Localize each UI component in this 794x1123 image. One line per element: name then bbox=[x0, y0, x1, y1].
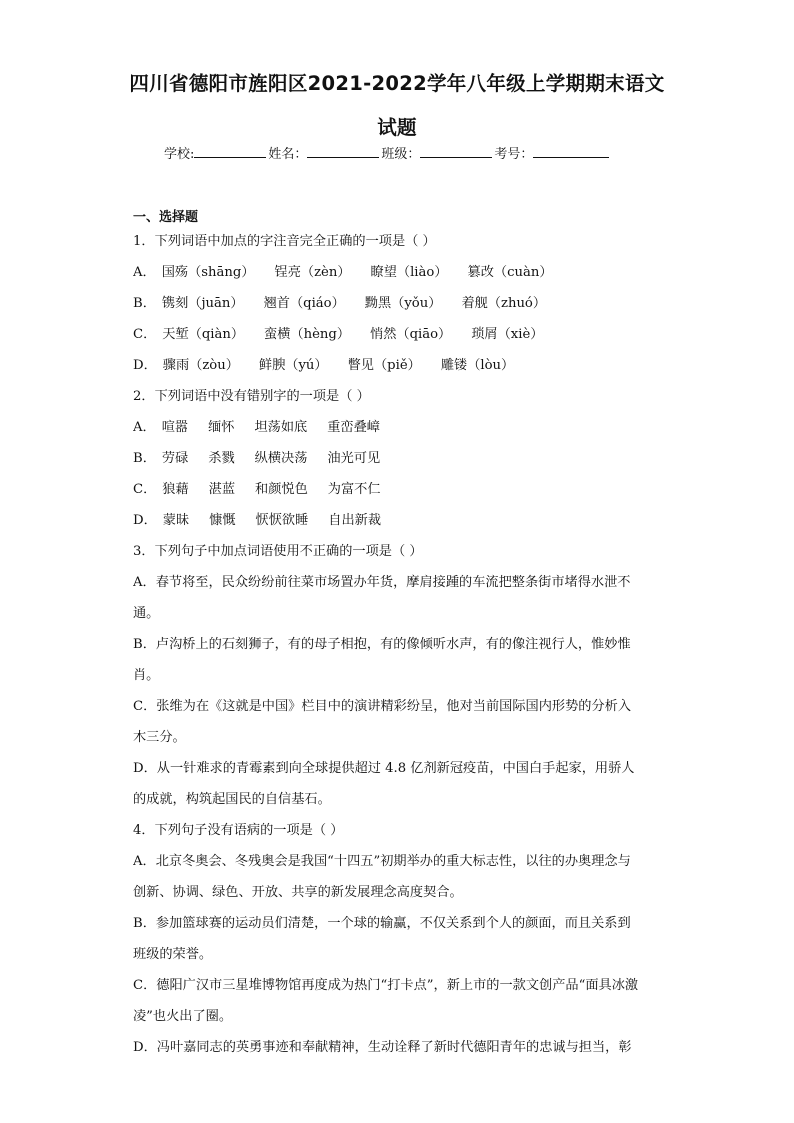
option-letter: A． bbox=[133, 420, 156, 435]
option-letter: C． bbox=[133, 327, 157, 342]
option-word: 国殇（shāng） bbox=[161, 265, 255, 280]
question-3-option-b[interactable]: B．卢沟桥上的石刻狮子，有的母子相抱，有的像倾听水声，有的像注视行人，惟妙惟 bbox=[133, 637, 631, 652]
question-3-option-c[interactable]: C．张维为在《这就是中国》栏目中的演讲精彩纷呈，他对当前国际国内形势的分析入 bbox=[133, 699, 632, 714]
option-word: 纵横决荡 bbox=[254, 451, 308, 466]
question-4-option-a-cont: 创新、协调、绿色、开放、共享的新发展理念高度契合。 bbox=[133, 885, 463, 900]
question-4-option-c-cont: 凌”也火出了圈。 bbox=[133, 1009, 233, 1024]
option-letter: D． bbox=[133, 358, 157, 373]
option-word: 镌刻（juān） bbox=[161, 296, 244, 311]
exam-title-line-1: 四川省德阳市旌阳区2021-2022学年八年级上学期期末语文 bbox=[129, 72, 665, 95]
exam-title-line-2: 试题 bbox=[377, 116, 417, 139]
number-label: 考号： bbox=[494, 147, 534, 162]
option-letter: C． bbox=[133, 482, 157, 497]
option-letter: B． bbox=[133, 451, 156, 466]
option-word: 杀戮 bbox=[208, 451, 235, 466]
question-3-option-a-cont: 通。 bbox=[133, 606, 160, 621]
name-blank[interactable] bbox=[307, 145, 379, 158]
option-word: 黝黑（yǒu） bbox=[364, 296, 442, 311]
option-word: 天堑（qiàn） bbox=[162, 327, 245, 342]
option-letter: B． bbox=[133, 296, 156, 311]
question-2-option-d[interactable] bbox=[133, 511, 663, 542]
class-blank[interactable] bbox=[420, 145, 492, 158]
section-title: 一、选择题 bbox=[133, 210, 199, 225]
question-2-option-a[interactable] bbox=[133, 418, 663, 449]
school-label: 学校: bbox=[164, 147, 195, 162]
option-word: 蛮横（hèng） bbox=[264, 327, 351, 342]
option-word: 劳碌 bbox=[161, 451, 189, 466]
question-1-option-c[interactable] bbox=[133, 325, 663, 356]
option-word: 锃亮（zèn） bbox=[274, 265, 351, 280]
question-1-option-b[interactable] bbox=[133, 294, 663, 325]
student-info-line bbox=[164, 143, 611, 162]
name-label: 姓名： bbox=[268, 147, 308, 162]
option-word: 翘首（qiáo） bbox=[263, 296, 345, 311]
option-word: 重峦叠嶂 bbox=[327, 420, 380, 435]
option-word: 为富不仁 bbox=[327, 482, 381, 497]
option-word: 自出新裁 bbox=[328, 513, 382, 528]
question-2-option-b[interactable] bbox=[133, 449, 663, 480]
option-word: 坦荡如底 bbox=[254, 420, 308, 435]
question-3-stem: 3．下列句子中加点词语使用不正确的一项是（ ） bbox=[133, 544, 423, 559]
question-4-option-b-cont: 班级的荣誉。 bbox=[133, 947, 213, 962]
option-word: 蒙昧 bbox=[162, 513, 190, 528]
question-1-stem: 1．下列词语中加点的字注音完全正确的一项是（ ） bbox=[133, 234, 436, 249]
question-4-option-c[interactable]: C．德阳广汉市三星堆博物馆再度成为热门“打卡点”，新上市的一款文创产品“面具冰激 bbox=[133, 978, 639, 993]
question-4-option-a[interactable]: A．北京冬奥会、冬残奥会是我国“十四五”初期举办的重大标志性，以往的办奥理念与 bbox=[133, 854, 631, 869]
questions-container bbox=[133, 232, 663, 1069]
question-3-option-b-cont: 肖。 bbox=[133, 668, 160, 683]
question-4-option-d[interactable]: D．冯叶嘉同志的英勇事迹和奉献精神，生动诠释了新时代德阳青年的忠诚与担当，彰 bbox=[133, 1040, 632, 1055]
option-letter: D． bbox=[133, 513, 157, 528]
question-3-option-d-cont: 的成就，构筑起国民的自信基石。 bbox=[133, 792, 331, 807]
option-word: 琐屑（xiè） bbox=[471, 327, 544, 342]
question-3-option-c-cont: 木三分。 bbox=[133, 730, 186, 745]
question-2-option-c[interactable] bbox=[133, 480, 663, 511]
question-4-option-b[interactable]: B．参加篮球赛的运动员们清楚，一个球的输赢，不仅关系到个人的颜面，而且关系到 bbox=[133, 916, 631, 931]
question-1-option-d[interactable] bbox=[133, 356, 663, 387]
option-word: 和颜悦色 bbox=[255, 482, 308, 497]
option-word: 篡改（cuàn） bbox=[467, 265, 553, 280]
question-2-stem: 2．下列词语中没有错别字的一项是（ ） bbox=[133, 389, 370, 404]
option-word: 缅怀 bbox=[208, 420, 235, 435]
option-word: 慷慨 bbox=[209, 513, 236, 528]
option-word: 鲜腴（yú） bbox=[258, 358, 328, 373]
option-word: 骤雨（zòu） bbox=[162, 358, 239, 373]
option-word: 狼藉 bbox=[162, 482, 189, 497]
option-word: 雕镂（lòu） bbox=[440, 358, 515, 373]
option-word: 瞥见（piě） bbox=[347, 358, 421, 373]
option-word: 油光可见 bbox=[327, 451, 381, 466]
option-word: 悄然（qiāo） bbox=[370, 327, 452, 342]
option-word: 恹恹欲睡 bbox=[255, 513, 309, 528]
question-3-option-a[interactable]: A．春节将至，民众纷纷前往菜市场置办年货，摩肩接踵的车流把整条街市堵得水泄不 bbox=[133, 575, 631, 590]
option-word: 瞭望（liào） bbox=[370, 265, 448, 280]
class-label: 班级： bbox=[381, 147, 421, 162]
school-blank[interactable] bbox=[194, 145, 266, 158]
option-word: 着舰（zhuó） bbox=[461, 296, 547, 311]
number-blank[interactable] bbox=[533, 145, 609, 158]
question-3-option-d[interactable]: D．从一针难求的青霉素到向全球提供超过 4.8 亿剂新冠疫苗，中国白手起家，用骄人 bbox=[133, 761, 635, 776]
question-4-stem: 4．下列句子没有语病的一项是（ ） bbox=[133, 823, 344, 838]
option-word: 湛蓝 bbox=[208, 482, 236, 497]
question-1-option-a[interactable] bbox=[133, 263, 663, 294]
option-word: 喧嚣 bbox=[161, 420, 189, 435]
option-letter: A． bbox=[133, 265, 156, 280]
